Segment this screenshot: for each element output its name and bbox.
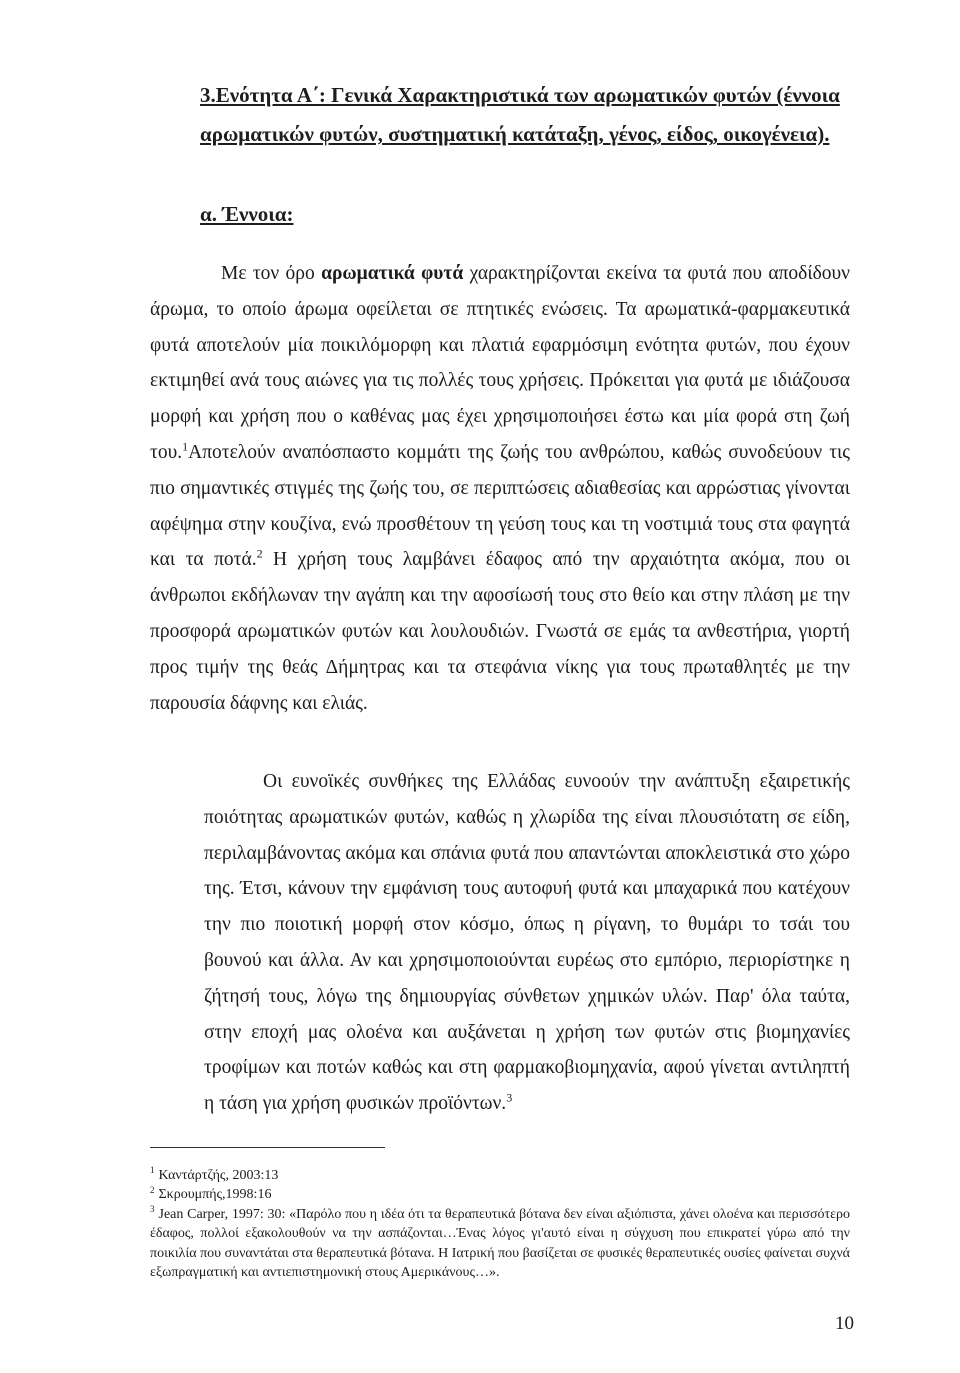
footnote-item [150,1166,850,1185]
footnote-divider [150,1147,385,1148]
footnotes [150,1166,850,1282]
footnote-ref-1: 1 [182,439,189,454]
paragraph-text: χαρακτηρίζονται εκείνα τα φυτά που αποδίδουν άρωμα, το οποίο άρωμα οφείλεται σε πτητικές ενώσεις. Τα αρωματικά-φαρμακευτικά φυτά αποτελούν μία ποικιλόμορφη και πλατιά εφαρμόσιμη ενότητα φυτών, που έχουν εκτιμηθεί ανά τους αιώνες για τις πολλές τους χρήσεις. Πρόκειται για φυτά με ιδιάζουσα μορφή και χρήση που ο καθένας μας έχει χρησιμοποιήσει έστω και μία φορά στη ζωή του. [150,263,850,463]
body-paragraph-2 [204,764,850,1122]
footnote-text: Καντάρτζής, 2003:13 [158,1168,279,1183]
paragraph-text: Αποτελούν αναπόσπαστο κομμάτι της ζωής του ανθρώπου, καθώς συνοδεύουν τις πιο σημαντικές στιγμές της ζωής του, σε περιπτώσεις αδιαθεσίας και αρρώστιας γίνονται αφέψημα στην κουζίνα, ενώ προσθέτουν τη γεύση τους και τη νοστιμιά τους στα φαγητά και τα ποτά. [150,441,850,571]
subsection-heading: α. Έννοια: [200,202,294,226]
body-paragraph-1 [150,256,850,721]
footnote-marker: 3 [150,1204,155,1215]
footnote-item [150,1185,850,1204]
paragraph-text: Με τον όρο [221,263,322,284]
paragraph-text: Οι ευνοϊκές συνθήκες της Ελλάδας ευνοούν την ανάπτυξη εξαιρετικής ποιότητας αρωματικών φυτών, καθώς η χλωρίδα της είναι πλουσιότατη σε είδη, περιλαμβάνοντας ακόμα και σπάνια φυτά που απαντώνται αποκλειστικά στο χώρο της. Έτσι, κάνουν την εμφάνιση τους αυτοφυή φυτά και μπαχαρικά που κατέχουν την πιο ποιοτική μορφή στον κόσμο, όπως η ρίγανη, το θυμάρι το τσάι του βουνού και άλλα. Αν και χρησιμοποιούνται ευρέως στο εμπόριο, περιορίστηκε η ζήτησή τους, λόγω της δημιουργίας σύνθετων χημικών υλών. Παρ' όλα ταύτα, στην εποχή μας ολοένα και αυξάνεται η χρήση των φυτών στις βιομηχανίες τροφίμων και ποτών καθώς και στη φαρμακοβιομηχανία, αφού γίνεται αντιληπτή η τάση για χρήση φυσικών προϊόντων. [204,771,850,1115]
footnote-ref-2: 2 [256,546,263,561]
page-number: 10 [835,1313,854,1334]
key-term: αρωματικά φυτά [321,263,464,284]
footnote-text: Σκρουμπής,1998:16 [158,1187,272,1203]
footnote-marker: 2 [150,1184,155,1195]
footnote-marker: 1 [150,1165,155,1176]
section-heading: 3.Ενότητα Α΄: Γενικά Χαρακτηριστικά των αρωματικών φυτών (έννοια αρωματικών φυτών, συστηματική κατάταξη, γένος, είδος, οικογένεια). [200,83,840,146]
footnote-text: Jean Carper, 1997: 30: «Παρόλο που η ιδέα ότι τα θεραπευτικά βότανα δεν είναι αξιόπιστα, χάνει ολοένα και περισσότερο έδαφος, πολλοί εξακολουθούν να την ασπάζονται…Ένας λόγος γι'αυτό είναι η σύγχυση που επικρατεί γύρω από την ποικιλία που συναντάται στα θεραπευτικά βότανα. Η Ιατρική που βασίζεται σε φυσικές θεραπευτικές ουσίες φαίνεται συχνά εξωπραγματική και αντιεπιστημονική στους Αμερικάνους…». [150,1206,850,1281]
footnote-item [150,1205,850,1283]
paragraph-text: Η χρήση τους λαμβάνει έδαφος από την αρχαιότητα ακόμα, που οι άνθρωποι εκδήλωναν την αγάπη και την αφοσίωσή τους στο θείο και στην πλάση με την προσφορά αρωματικών φυτών και λουλουδιών. Γνωστά σε εμάς τα ανθεστήρια, γιορτή προς τιμήν της θεάς Δήμητρας και τα στεφάνια νίκης για τους πρωταθλητές με την παρουσία δάφνης και ελιάς. [150,549,850,714]
footnote-ref-3: 3 [506,1090,513,1105]
